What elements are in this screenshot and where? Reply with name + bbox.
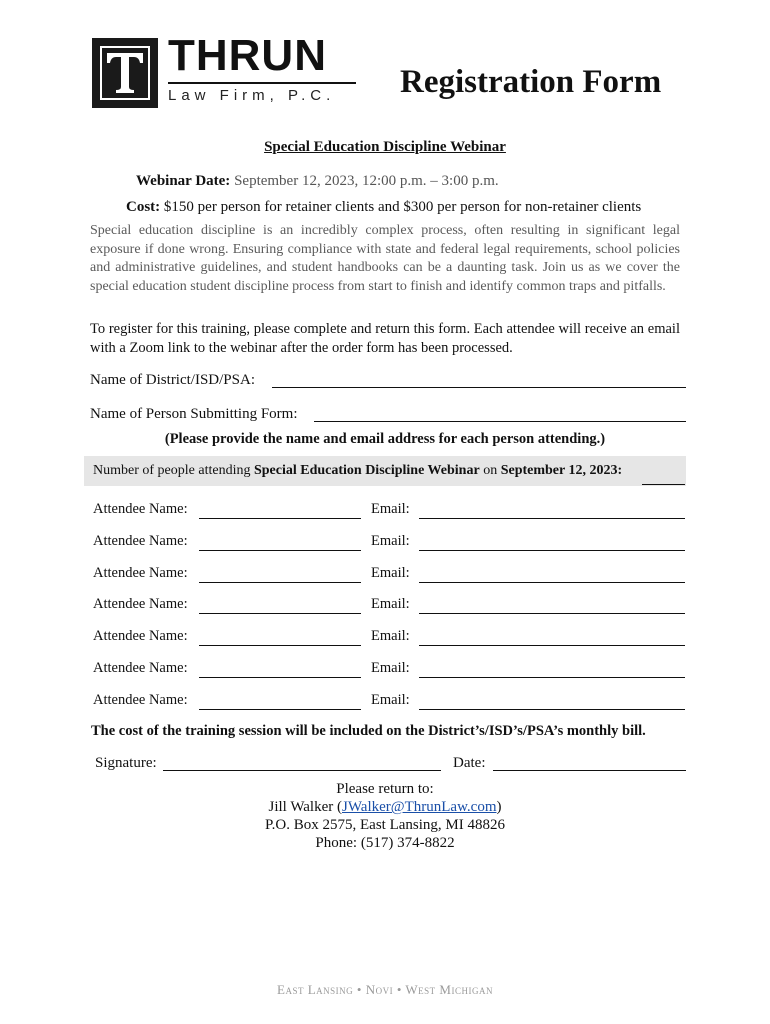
submitter-input[interactable]	[314, 421, 686, 422]
attendee-note: (Please provide the name and email address for each person attending.)	[164, 431, 606, 447]
attendee-name-input[interactable]	[199, 582, 361, 583]
webinar-date-label: Webinar Date:	[136, 173, 231, 189]
attendee-count-input[interactable]	[642, 484, 685, 485]
attendee-email-label: Email:	[371, 532, 410, 549]
attendee-name-label: Attendee Name:	[93, 691, 188, 708]
attendee-name-label: Attendee Name:	[93, 628, 188, 645]
t-monogram-icon	[106, 52, 144, 94]
return-contact: Jill Walker (JWalker@ThrunLaw.com)	[268, 799, 502, 815]
attendee-email-label: Email:	[371, 660, 410, 676]
attendee-email-label: Email:	[371, 691, 410, 708]
attendee-row	[93, 565, 687, 585]
attendee-email-input[interactable]	[419, 677, 685, 678]
return-heading: Please return to:	[336, 781, 434, 797]
logo-firm-subtitle: Law Firm, P.C.	[168, 87, 336, 104]
webinar-date	[136, 172, 499, 190]
signature-input[interactable]	[163, 770, 441, 771]
logo-firm-name: THRUN	[168, 31, 327, 80]
attendee-email-input[interactable]	[419, 645, 685, 646]
description-paragraph: Special education discipline is an incredibly complex process, often resulting in significant legal exposure if done wrong. Ensuring compliance with state and federal legal requirements, school policies and administrative guidelines, and student handbooks can be a daunting task. Join us as we cover the special education student discipline process from start to finish and identify common traps and pitfalls.	[90, 223, 680, 294]
attendee-email-input[interactable]	[419, 550, 685, 551]
billing-note: The cost of the training session will be included on the District’s/ISD’s/PSA’s monthly bill.	[91, 723, 646, 739]
district-input[interactable]	[272, 387, 686, 388]
attendee-name-label: Attendee Name:	[93, 501, 188, 517]
attendee-row	[93, 692, 687, 712]
logo-mark	[92, 38, 158, 108]
attendee-name-label: Attendee Name:	[93, 532, 188, 549]
webinar-cost	[126, 198, 641, 216]
firm-logo	[92, 31, 362, 110]
attendee-name-input[interactable]	[199, 550, 361, 551]
contact-email-link[interactable]: JWalker@ThrunLaw.com	[342, 799, 497, 815]
return-address	[0, 780, 770, 852]
webinar-date-value: September 12, 2023, 12:00 p.m. – 3:00 p.m.	[230, 173, 499, 189]
attendee-row	[93, 596, 687, 616]
attendee-name-input[interactable]	[199, 677, 361, 678]
cost-label: Cost:	[126, 199, 161, 215]
attendee-count-bar	[84, 456, 686, 486]
district-label: Name of District/ISD/PSA:	[90, 372, 255, 388]
instructions-paragraph: To register for this training, please complete and return this form. Each attendee will receive an email with a Zoom link to the webinar after the order form has been processed.	[90, 321, 680, 356]
attendee-email-input[interactable]	[419, 582, 685, 583]
attendee-count-label: Number of people attending Special Education Discipline Webinar on September 12, 2023:	[93, 463, 623, 478]
attendee-email-input[interactable]	[419, 613, 685, 614]
attendee-email-label: Email:	[371, 596, 410, 613]
cost-value: $150 per person for retainer clients and $300 per person for non-retainer clients	[160, 199, 642, 215]
attendee-email-label: Email:	[371, 628, 410, 645]
return-phone: Phone: (517) 374-8822	[315, 835, 455, 851]
attendee-name-input[interactable]	[199, 518, 361, 519]
attendee-name-label: Attendee Name:	[93, 660, 188, 676]
attendee-email-input[interactable]	[419, 518, 685, 519]
footer-locations: East Lansing • Novi • West Michigan	[277, 982, 493, 997]
submitter-label: Name of Person Submitting Form:	[90, 406, 298, 422]
attendee-row	[93, 660, 687, 680]
signature-label: Signature:	[95, 755, 157, 771]
attendee-row	[93, 533, 687, 553]
attendee-email-label: Email:	[371, 501, 410, 517]
attendee-name-input[interactable]	[199, 709, 361, 710]
attendee-row	[93, 628, 687, 648]
date-label: Date:	[453, 755, 486, 771]
attendee-email-label: Email:	[371, 564, 410, 581]
attendee-name-input[interactable]	[199, 645, 361, 646]
date-input[interactable]	[493, 770, 686, 771]
attendee-email-input[interactable]	[419, 709, 685, 710]
attendee-name-label: Attendee Name:	[93, 596, 188, 613]
page-title: Registration Form	[400, 64, 662, 100]
return-postal-address: P.O. Box 2575, East Lansing, MI 48826	[265, 817, 505, 833]
webinar-title: Special Education Discipline Webinar	[264, 139, 506, 155]
attendee-row	[93, 501, 687, 521]
attendee-name-label: Attendee Name:	[93, 564, 188, 581]
attendee-name-input[interactable]	[199, 613, 361, 614]
